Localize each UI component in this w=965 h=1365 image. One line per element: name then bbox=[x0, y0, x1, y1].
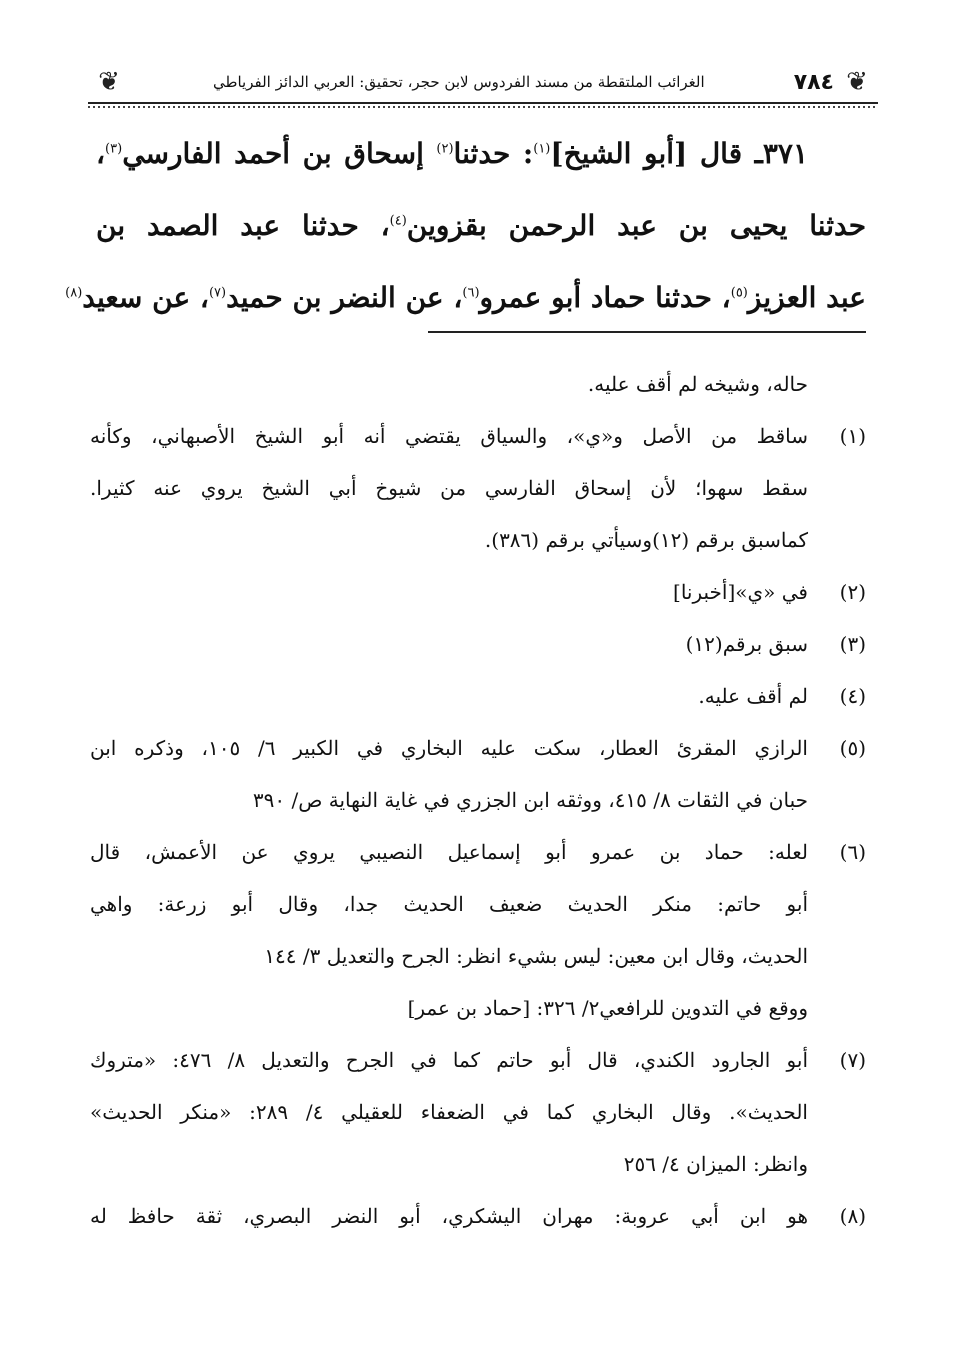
footnote-line: ساقط من الأصل و«ي»، والسياق يقتضي أنه أبو الشيخ الأصبهاني، وكأنه bbox=[90, 424, 808, 448]
footnote-line: هو ابن أبي عروبة: مهران اليشكري، أبو النضر البصري، ثقة حافظ له bbox=[90, 1204, 808, 1228]
footnote-number: (٨) bbox=[839, 1204, 866, 1228]
footnote-number: (٤) bbox=[839, 684, 866, 708]
floral-ornament-icon: ❦ bbox=[98, 67, 120, 97]
footnote-number: (٢) bbox=[839, 580, 866, 604]
footnote-ref: (٣) bbox=[105, 141, 123, 157]
hadith-line: ٣٧١ـ قال [أبو الشيخ]$^{(١)}$: حدثنا$^{(٢)}$ إسحاق بن أحمد الفارسي$^{(٣)}$، bbox=[96, 137, 808, 170]
footnote-3 bbox=[90, 618, 866, 670]
footnote-ref: (٥) bbox=[730, 285, 748, 301]
footnote-line: سبق برقم(١٢) bbox=[685, 632, 808, 656]
footnote-line: وانظر: الميزان ٤/ ٢٥٦ bbox=[623, 1152, 808, 1176]
footnote-line: لعله: حماد بن عمرو أبو إسماعيل النصيبي يروي عن الأعمش، قال bbox=[90, 840, 808, 864]
footnote-line: سقط سهوا؛ لأن إسحاق الفارسي من شيوخ أبي الشيخ يروي عنه كثيرا. bbox=[90, 476, 808, 500]
hadith-line: عبد العزيز$^{(٥)}$، حدثنا حماد أبو عمرو$^{(٦)}$، عن النضر بن حميد$^{(٧)}$، عن سعيد$^{(٨)}$ bbox=[65, 281, 866, 314]
footnote-line: حبان في الثقات ٨/ ٤١٥، ووثقه ابن الجزري في غاية النهاية ص/ ٣٩٠ bbox=[252, 788, 808, 812]
footnote-ref: (٦) bbox=[462, 285, 480, 301]
hadith-text bbox=[65, 118, 866, 334]
footnote-4 bbox=[90, 670, 866, 722]
footnote-number: (٦) bbox=[839, 840, 866, 864]
footnote-8 bbox=[90, 1190, 866, 1242]
footnote-line: كماسبق برقم (١٢)وسيأتي برقم (٣٨٦). bbox=[484, 528, 808, 552]
footnote-line: الحديث، وقال ابن معين: ليس بشيء انظر: الجرح والتعديل ٣/ ١٤٤ bbox=[264, 944, 808, 968]
footnote-line: الرازي المقرئ العطار، سكت عليه البخاري في الكبير ٦/ ١٠٥، وذكره ابن bbox=[90, 736, 808, 760]
running-header bbox=[88, 58, 878, 110]
footnote-5 bbox=[90, 722, 866, 826]
footnote-line: لم أقف عليه. bbox=[698, 684, 808, 708]
footnote-line: الحديث». وقال البخاري كما في الضعفاء للعقيلي ٤/ ٢٨٩: «منكر الحديث» bbox=[90, 1100, 808, 1124]
footnote-separator bbox=[428, 331, 866, 333]
footnote-ref: (١) bbox=[533, 141, 551, 157]
footnote-ref: (٤) bbox=[389, 213, 407, 229]
footnote-ref: (٨) bbox=[65, 285, 83, 301]
floral-ornament-icon: ❦ bbox=[846, 67, 868, 97]
footnote-ref: (٢) bbox=[436, 141, 454, 157]
header-divider bbox=[88, 102, 878, 108]
footnote-line: ووقع في التدوين للرافعي٢/ ٣٢٦: [حماد بن عمر] bbox=[407, 996, 808, 1020]
footnote-number: (٣) bbox=[839, 632, 866, 656]
footnote-number: (٧) bbox=[839, 1048, 866, 1072]
footnote-7 bbox=[90, 1034, 866, 1190]
footnote-line: أبو حاتم: منكر الحديث ضعيف الحديث جدا، وقال أبو زرعة: واهي bbox=[90, 892, 808, 916]
page-number: ٧٨٤ bbox=[793, 69, 834, 95]
footnote-2 bbox=[90, 566, 866, 618]
footnote-ref: (٧) bbox=[208, 285, 227, 301]
footnote-continuation: حاله، وشيخه لم أقف عليه. bbox=[587, 372, 808, 396]
footnote-number: (١) bbox=[839, 424, 866, 448]
hadith-line: حدثنا يحيى بن عبد الرحمن بقزوين$^{(٤)}$، حدثنا عبد الصمد بن bbox=[96, 209, 866, 242]
footnote-1 bbox=[90, 410, 866, 566]
footnotes bbox=[90, 358, 866, 1242]
footnote-number: (٥) bbox=[839, 736, 866, 760]
footnote-line: في «ي»[أخبرنا] bbox=[673, 580, 808, 604]
running-title: الغرائب الملتقطة من مسند الفردوس لابن حجر، تحقيق: العربي الدائز الفرياطي bbox=[213, 73, 705, 91]
footnote-line: أبو الجارود الكندي، قال أبو حاتم كما في الجرح والتعديل ٨/ ٤٧٦: «متروك bbox=[90, 1048, 808, 1072]
footnote-6 bbox=[90, 826, 866, 1034]
